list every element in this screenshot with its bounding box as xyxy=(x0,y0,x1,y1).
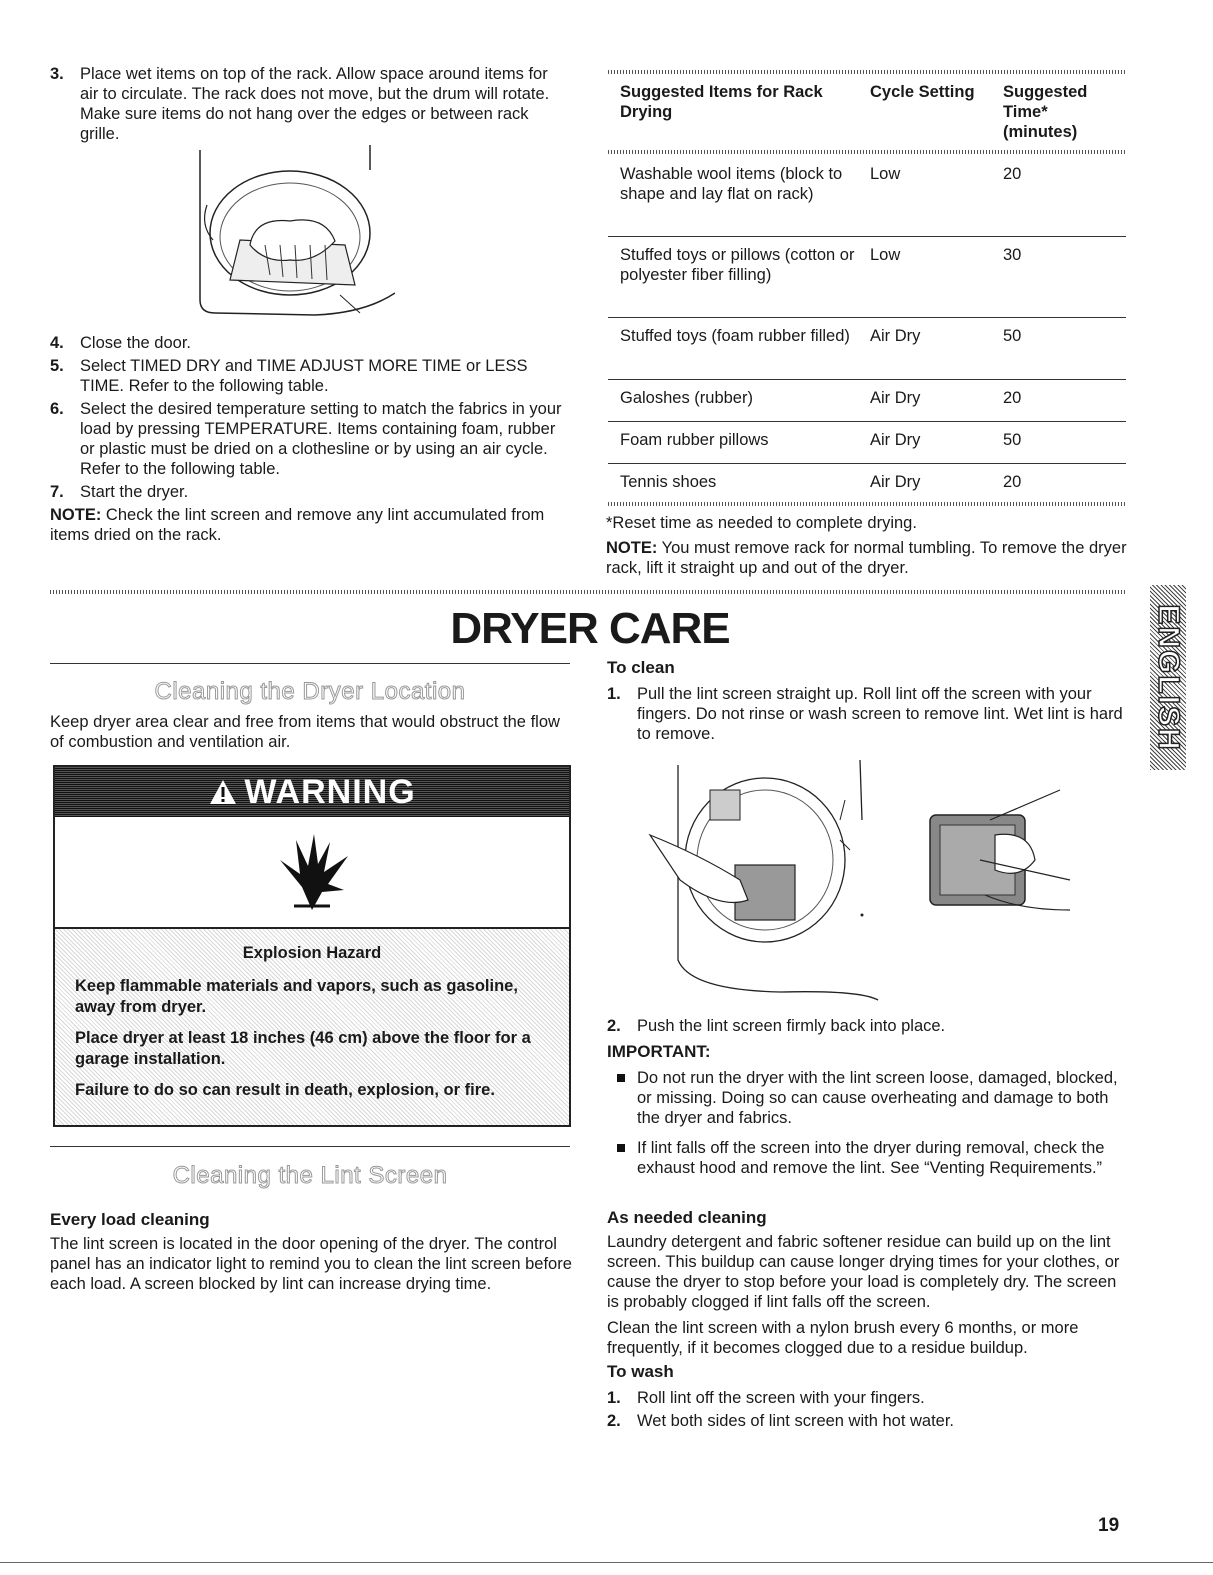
table-footnote: *Reset time as needed to complete drying. xyxy=(606,514,917,532)
step-5: 5. Select TIMED DRY and TIME ADJUST MORE TIME or LESS TIME. Refer to the following table. xyxy=(50,357,528,395)
dryer-rack-illustration xyxy=(195,145,395,330)
step-6: 6. Select the desired temperature setting to match the fabrics in your load by pressing TEMPERATURE. Items containing foam, rubber or plastic must be dried on a clothesline or by using an air cycle. Refer to the following table. xyxy=(50,400,562,478)
wash-step-1: 1. Roll lint off the screen with your fingers. xyxy=(607,1389,925,1407)
as-needed-title: As needed cleaning xyxy=(607,1208,767,1227)
rack-steps-top xyxy=(50,64,570,147)
location-text: Keep dryer area clear and free from items that would obstruct the flow of combustion and ventilation air. xyxy=(50,713,560,751)
list-item: If lint falls off the screen into the dryer during removal, check the exhaust hood and remove the lint. See “Venting Requirements.” xyxy=(617,1138,1127,1178)
warning-box xyxy=(53,765,571,1127)
rack-note: NOTE: Check the lint screen and remove any lint accumulated from items dried on the rack. xyxy=(50,506,545,544)
every-load-text: The lint screen is located in the door opening of the dryer. The control panel has an indicator light to remind you to clean the lint screen before each load. A screen blocked by lint can increase drying time. xyxy=(50,1235,572,1293)
bullet-icon xyxy=(617,1074,625,1082)
lint-screen-illustration xyxy=(640,760,1080,1005)
table-bottom-rule xyxy=(608,502,1126,506)
language-tab-label: ENGLISH xyxy=(1152,603,1185,752)
lint-heading: Cleaning the Lint Screen xyxy=(172,1162,448,1189)
to-wash-title: To wash xyxy=(607,1362,674,1381)
section-rule xyxy=(50,590,1126,594)
explosion-icon xyxy=(272,832,352,912)
warning-line: Failure to do so can result in death, explosion, or fire. xyxy=(75,1081,495,1099)
to-clean-title: To clean xyxy=(607,658,675,677)
table-divider xyxy=(608,236,1126,237)
list-item: Do not run the dryer with the lint screen loose, damaged, blocked, or missing. Doing so can cause overheating and damage to both the dryer and fabrics. xyxy=(617,1068,1127,1128)
table-top-rule xyxy=(608,70,1126,74)
wash-steps xyxy=(607,1388,1127,1434)
rack-removal-note: NOTE: You must remove rack for normal tumbling. To remove the dryer rack, lift it straight up and out of the dryer. xyxy=(606,539,1127,577)
important-bullets xyxy=(617,1068,1127,1181)
table-divider xyxy=(608,317,1126,318)
warning-title: WARNING xyxy=(244,772,416,811)
step-4: 4. Close the door. xyxy=(50,334,191,352)
every-load-title: Every load cleaning xyxy=(50,1210,210,1229)
clean-step-2: 2. Push the lint screen firmly back into place. xyxy=(607,1017,946,1035)
table-divider xyxy=(608,421,1126,422)
warning-line: Keep flammable materials and vapors, such as gasoline, away from dryer. xyxy=(75,977,518,1016)
lint-rule xyxy=(50,1146,570,1147)
important-label: IMPORTANT: xyxy=(607,1042,711,1061)
section-title: DRYER CARE xyxy=(450,604,730,653)
warning-body xyxy=(55,929,569,1125)
table-divider xyxy=(608,379,1126,380)
table-divider xyxy=(608,463,1126,464)
clean-step-1: 1. Pull the lint screen straight up. Roll lint off the screen with your fingers. Do not rinse or wash screen to remove lint. Wet lint is hard to remove. xyxy=(607,685,1123,743)
warning-triangle-icon xyxy=(208,778,238,806)
warning-line: Place dryer at least 18 inches (46 cm) above the floor for a garage installation. xyxy=(75,1029,531,1068)
rack-steps-bottom xyxy=(50,333,570,545)
wash-step-2: 2. Wet both sides of lint screen with hot water. xyxy=(607,1412,955,1430)
location-rule xyxy=(50,663,570,664)
step-7: 7. Start the dryer. xyxy=(50,483,189,501)
warning-header xyxy=(55,767,569,817)
hazard-title: Explosion Hazard xyxy=(242,944,382,962)
table-header-rule xyxy=(608,150,1126,154)
page-number: 19 xyxy=(1098,1515,1120,1536)
as-needed-text-1: Laundry detergent and fabric softener residue can build up on the lint screen. This buildup can cause longer drying times for your clothes, or cause the dryer to stop before your load is completely dry. The screen is probably clogged if lint falls off the screen. xyxy=(607,1233,1120,1311)
page-bottom-rule xyxy=(0,1562,1213,1563)
step-3: 3. Place wet items on top of the rack. Allow space around items for air to circulate. The rack does not move, but the drum will rotate. Make sure items do not hang over the edges or between rack grille. xyxy=(50,65,550,143)
location-heading: Cleaning the Dryer Location xyxy=(154,678,466,705)
bullet-icon xyxy=(617,1144,625,1152)
explosion-symbol-area xyxy=(55,817,569,929)
as-needed-text-2: Clean the lint screen with a nylon brush every 6 months, or more frequently, if it becomes clogged due to a residue buildup. xyxy=(607,1319,1079,1357)
